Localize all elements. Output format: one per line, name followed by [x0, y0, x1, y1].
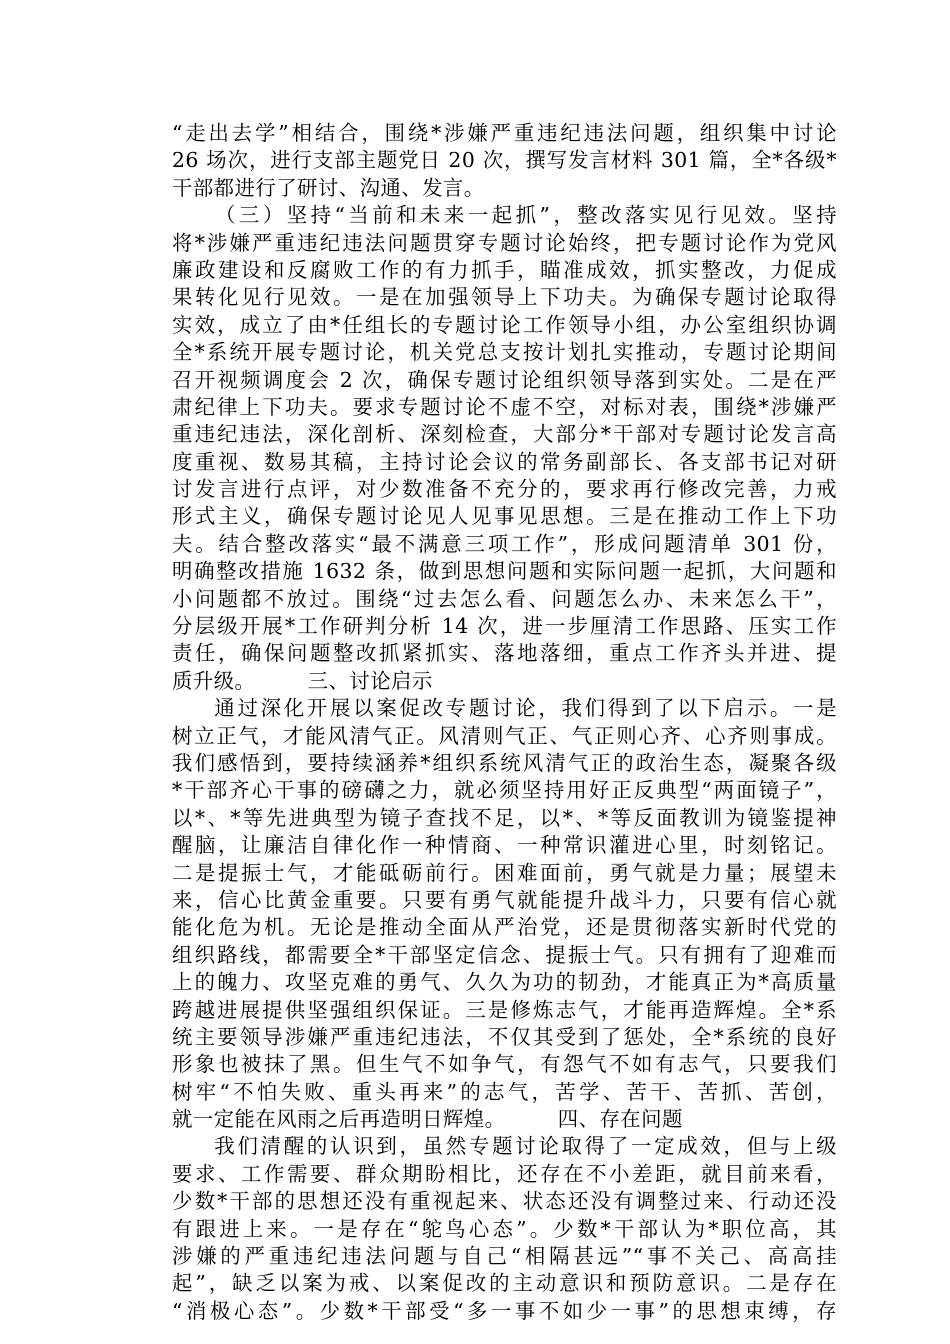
text-line: [172, 1133, 837, 1160]
body-text: [172, 120, 837, 1325]
text-line: 果转化见行见效。一是在加强领导上下功夫。为确保专题讨论取得: [172, 285, 837, 310]
text-line: 统主要领导涉嫌严重违纪违法，不仅其受到了惩处，全*系统的良好: [172, 1024, 837, 1049]
text-line: 廉政建设和反腐败工作的有力抓手，瞄准成效，抓实整改，力促成: [172, 257, 837, 282]
text-line: 召开视频调度会 2 次，确保专题讨论组织领导落到实处。二是在严: [172, 367, 837, 392]
text-line: 度重视、数易其稿，主持讨论会议的常务副部长、各支部书记对研: [172, 449, 837, 474]
text-line: [172, 202, 837, 229]
text-line: 少数*干部的思想还没有重视起来、状态还没有调整过来、行动还没: [172, 1189, 837, 1214]
text-line: 树牢“不怕失败、重头再来”的志气，苦学、苦干、苦抓、苦创，: [172, 1079, 837, 1104]
text-line: 形象也被抹了黑。但生气不如争气，有怨气不如有志气，只要我们: [172, 1052, 837, 1077]
text-line: 夫。结合整改落实“最不满意三项工作”，形成问题清单 301 份，: [172, 531, 837, 556]
text-line: 二是提振士气，才能砥砺前行。困难面前，勇气就是力量；展望未: [172, 860, 837, 885]
text-line: 上的魄力、攻坚克难的勇气、久久为功的韧劲，才能真正为*高质量: [172, 970, 837, 995]
text-line: 分层级开展*工作研判分析 14 次，进一步厘清工作思路、压实工作: [172, 614, 837, 639]
text-line: 将*涉嫌严重违纪违法问题贯穿专题讨论始终，把专题讨论作为党风: [172, 230, 837, 255]
text-line: 醒脑，让廉洁自律化作一种情商、一种常识灌进心里，时刻铭记。: [172, 833, 837, 858]
text-line: 干部都进行了研讨、沟通、发言。: [172, 175, 485, 200]
text-line: “走出去学”相结合，围绕*涉嫌严重违纪违法问题，组织集中讨论: [172, 121, 837, 145]
text-line: 26 场次，进行支部主题党日 20 次，撰写发言材料 301 篇，全*各级*: [172, 148, 837, 173]
text-line: 明确整改措施 1632 条，做到思想问题和实际问题一起抓，大问题和: [172, 559, 837, 584]
text-line: 小问题都不放过。围绕“过去怎么看、问题怎么办、未来怎么干”，: [172, 586, 837, 611]
text-line: 重违纪违法，深化剖析、深刻检查，大部分*干部对专题讨论发言高: [172, 422, 837, 447]
text-line: 跨越进展提供坚强组织保证。三是修炼志气，才能再造辉煌。全*系: [172, 997, 837, 1022]
paragraph-start-text: 通过深化开展以案促改专题讨论，我们得到了以下启示。一是: [212, 696, 837, 721]
paragraph-start-text: （三）坚持“当前和未来一起抓”，整改落实见行见效。坚持: [212, 203, 837, 228]
text-line: 责任，确保问题整改抓紧抓实、落地落细，重点工作齐头并进、提: [172, 641, 837, 666]
text-line: 树立正气，才能风清气正。风清则气正、气正则心齐、心齐则事成。: [172, 723, 837, 748]
text-line: 涉嫌的严重违纪违法问题与自己“相隔甚远”“事不关己、高高挂: [172, 1244, 837, 1269]
text-line: “消极心态”。少数*干部受“多一事不如少一事”的思想束缚，存: [172, 1298, 837, 1323]
text-line: 全*系统开展专题讨论，机关党总支按计划扎实推动，专题讨论期间: [172, 340, 837, 365]
text-line: [172, 695, 837, 722]
paragraph-start-text: 我们清醒的认识到，虽然专题讨论取得了一定成效，但与上级: [212, 1134, 837, 1159]
text-line: 肃纪律上下功夫。要求专题讨论不虚不空，对标对表，围绕*涉嫌严: [172, 394, 837, 419]
text-line: 实效，成立了由*任组长的专题讨论工作领导小组，办公室组织协调: [172, 312, 837, 337]
section-heading-line: 质升级。 三、讨论启示: [172, 668, 433, 693]
section-heading-line: 就一定能在风雨之后再造明日辉煌。 四、存在问题: [172, 1107, 683, 1132]
text-line: 以*、*等先进典型为镜子查找不足，以*、*等反面教训为镜鉴提神: [172, 805, 837, 830]
text-line: 要求、工作需要、群众期盼相比，还存在不小差距，就目前来看，: [172, 1161, 837, 1186]
text-line: 形式主义，确保专题讨论见人见事见思想。三是在推动工作上下功: [172, 504, 837, 529]
text-line: 我们感悟到，要持续涵养*组织系统风清气正的政治生态，凝聚各级: [172, 750, 837, 775]
text-line: 组织路线，都需要全*干部坚定信念、提振士气。只有拥有了迎难而: [172, 942, 837, 967]
text-line: 起”，缺乏以案为戒、以案促改的主动意识和预防意识。二是存在: [172, 1271, 837, 1296]
text-line: *干部齐心干事的磅礴之力，就必须坚持用好正反典型“两面镜子”，: [172, 778, 837, 803]
text-line: 讨发言进行点评，对少数准备不充分的，要求再行修改完善，力戒: [172, 477, 837, 502]
text-line: 来，信心比黄金重要。只要有勇气就能提升战斗力，只要有信心就: [172, 887, 837, 912]
text-line: 有跟进上来。一是存在“鸵鸟心态”。少数*干部认为*职位高，其: [172, 1216, 837, 1241]
text-line: 能化危为机。无论是推动全面从严治党，还是贯彻落实新时代党的: [172, 915, 837, 940]
